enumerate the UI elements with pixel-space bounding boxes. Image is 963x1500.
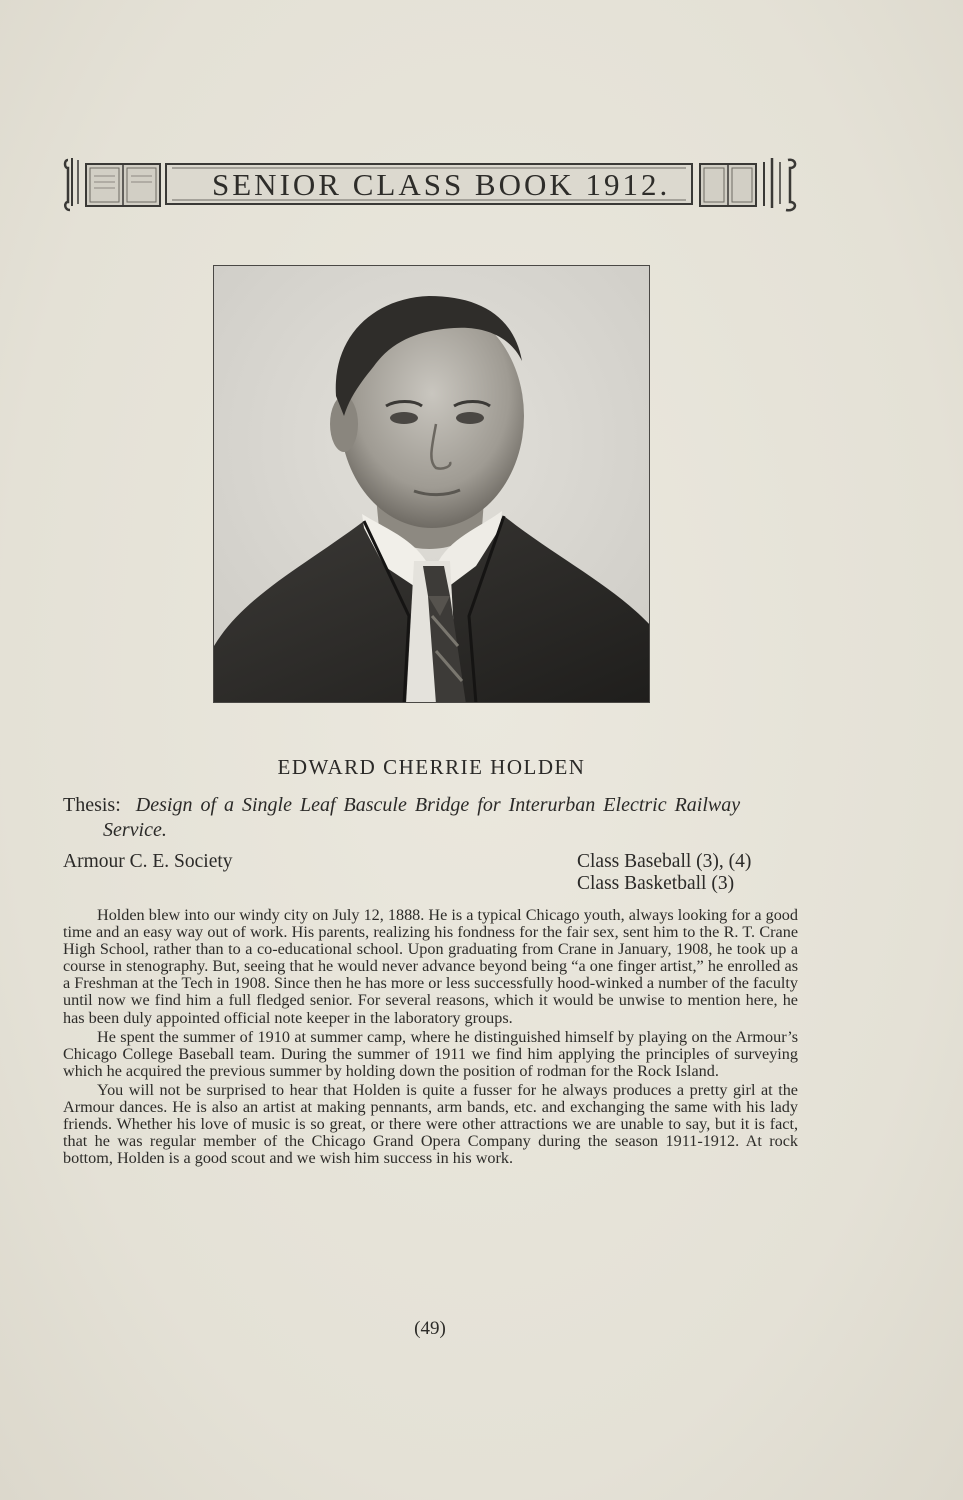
header-banner: [62, 154, 802, 212]
thesis-title: Design of a Single Leaf Bascule Bridge for Interurban Electric Railway: [135, 794, 741, 816]
portrait-photo: [213, 265, 650, 703]
activity-item: Class Baseball (3), (4): [577, 851, 752, 872]
book-icon-left: [86, 164, 160, 206]
activities-right: [577, 851, 751, 895]
activity-item: Class Basketball (3): [577, 873, 735, 894]
thesis-title-continued: Service.: [103, 819, 167, 841]
student-name: EDWARD CHERRIE HOLDEN: [277, 755, 586, 779]
book-icon-right: [700, 164, 756, 206]
biography-paragraph: You will not be surprised to hear that Holden is quite a fusser for he always produces a pretty girl at the Armour dances. He is also an artist at making pennants, arm bands, etc. and exchanging the same with his lady friends. Whether his love of music is so great, or there were other attractions we are unable to say, but it is fact, that he was regular member of the Chicago Grand Opera Company during the season 1911-1912. At rock bottom, Holden is a good scout and we wish him success in his work.: [63, 1080, 798, 1168]
activities-left: [63, 851, 233, 873]
portrait-illustration: [214, 266, 650, 703]
biography: [63, 907, 798, 1169]
thesis-block: [63, 793, 803, 843]
biography-paragraph: Holden blew into our windy city on July 12, 1888. He is a typical Chicago youth, always looking for a good time and an easy way out of work. His parents, realizing his fondness for the fair sex, sent him to the R. T. Crane High School, rather than to a co-educational school. Upon graduating from Crane in January, 1908, he took up a course in stenography. But, seeing that he would never advance beyond being “a one finger artist,” he enrolled as a Freshman at the Tech in 1908. Since then he has more or less successfully hood-winked a number of the faculty until now we find him a full fledged senior. For several reasons, which it would be unwise to mention here, he has been duly appointed official note keeper in the laboratory groups.: [63, 906, 798, 1027]
activity-item: Armour C. E. Society: [63, 851, 233, 872]
page-number: (49): [414, 1318, 446, 1339]
biography-paragraph: He spent the summer of 1910 at summer camp, where he distinguished himself by playing on the Armour’s Chicago College Baseball team. During the summer of 1911 we find him applying the principles of surveying which he acquired the previous summer by holding down the position of rodman for the Rock Island.: [63, 1027, 798, 1080]
header-title: SENIOR CLASS BOOK 1912.: [212, 167, 671, 202]
thesis-label: Thesis:: [63, 794, 121, 816]
